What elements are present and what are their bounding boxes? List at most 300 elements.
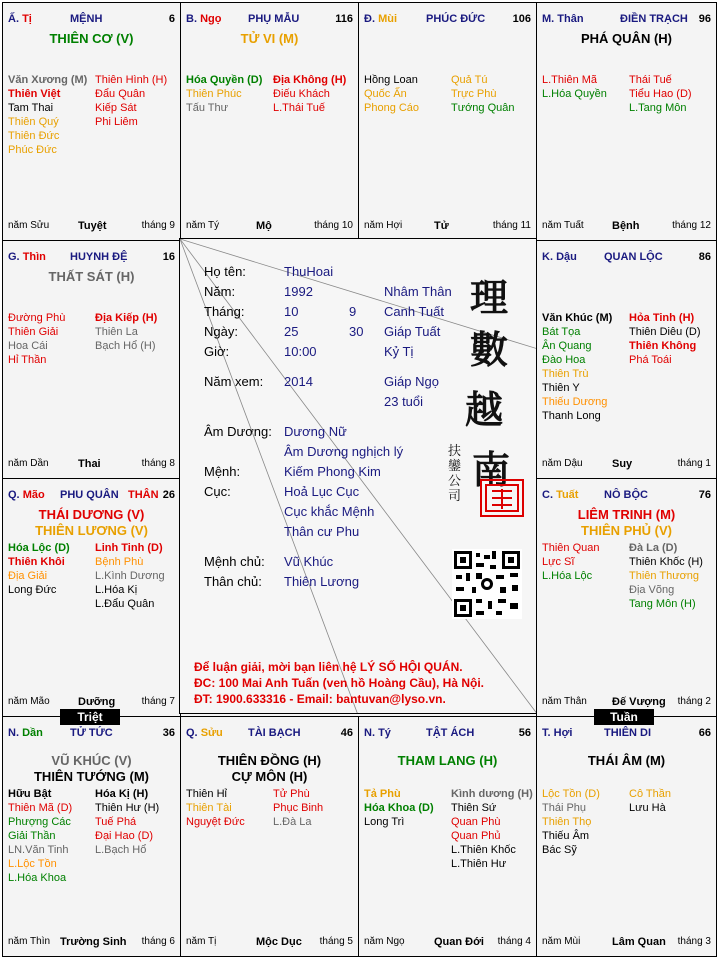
minor-star: L.Kình Dương (95, 570, 165, 582)
branch-name: Hợi (553, 727, 573, 739)
day-can-chi: Giáp Tuất (384, 324, 441, 339)
minor-star: L.Thiên Hư (451, 858, 507, 870)
branch-name: Mùi (378, 13, 398, 25)
minor-star: Hữu Bật (8, 788, 52, 800)
decade-number: 66 (698, 727, 711, 739)
minor-star: Nguyệt Đức (186, 816, 245, 828)
minor-star: Bệnh Phù (95, 556, 144, 568)
minor-star: Thanh Long (542, 410, 601, 422)
month-can-chi: Canh Tuất (384, 304, 444, 319)
minor-star: Đường Phù (8, 312, 66, 324)
minor-star: L.Hóa Khoa (8, 872, 67, 884)
palace-header (364, 13, 531, 27)
cuc-label: Cục: (204, 484, 231, 499)
palace-branch (364, 727, 391, 739)
month-number: tháng 10 (314, 220, 353, 231)
minor-star: Đại Hao (D) (95, 830, 154, 842)
year-branch: năm Tý (186, 220, 220, 231)
minor-star: L.Thiên Mã (542, 74, 598, 86)
day-lunar: 30 (349, 324, 364, 339)
minor-star: L.Tang Môn (629, 102, 687, 114)
palace-footer (8, 220, 175, 232)
minor-star: Thiên Quý (8, 116, 59, 128)
minor-star: Thiếu Âm (542, 830, 590, 842)
minor-star: Thiên Tài (186, 802, 232, 814)
palace-name: ĐIỀN TRẠCH (620, 13, 688, 25)
branch-element: T. (542, 727, 551, 739)
palace-branch (542, 489, 578, 501)
minor-star: L.Thiên Khốc (451, 844, 516, 856)
view-year-value: 2014 (284, 374, 313, 389)
name-value: ThuHoai (284, 264, 334, 279)
minor-star: Điếu Khách (273, 88, 330, 100)
palace-footer (8, 696, 175, 708)
minor-stars-left (364, 787, 434, 829)
month-number: tháng 2 (677, 696, 711, 707)
menh-chu-label: Mệnh chủ: (204, 554, 265, 569)
branch-element: B. (186, 13, 197, 25)
life-stage: Tuyệt (78, 220, 107, 232)
month-number: tháng 12 (672, 220, 711, 231)
minor-star: Thiên Thọ (542, 816, 592, 828)
minor-star: Hỉ Thần (8, 354, 47, 366)
branch-element: C. (542, 489, 553, 501)
year-branch: năm Tuất (542, 220, 584, 231)
decade-number: 56 (518, 727, 531, 739)
minor-star: Thiên Hình (H) (95, 74, 168, 86)
minor-star: L.Hóa Quyền (542, 88, 607, 100)
month-number: tháng 9 (141, 220, 175, 231)
palace-ty[interactable] (2, 2, 181, 241)
minor-star: L.Đẩu Quân (95, 598, 155, 610)
life-stage: Thai (78, 458, 101, 470)
palace-footer (186, 220, 353, 232)
main-star: THẤT SÁT (H) (48, 269, 135, 284)
minor-star: Phong Cáo (364, 102, 420, 114)
minor-star: Đà La (D) (629, 542, 678, 554)
month-lunar: 9 (349, 304, 357, 319)
minor-stars-right (451, 787, 533, 871)
minor-stars-right (273, 787, 323, 829)
minor-star: Long Đức (8, 584, 57, 596)
minor-star: Lực Sĩ (542, 556, 575, 568)
minor-stars-left (542, 541, 599, 583)
minor-star: Địa Không (H) (273, 74, 347, 86)
decade-number: 36 (162, 727, 175, 739)
palace-than[interactable] (536, 2, 717, 241)
minor-star: Thiên Phúc (186, 88, 242, 100)
branch-element: N. (8, 727, 19, 739)
center-info-panel (179, 238, 537, 714)
minor-star: L.Thái Tuế (273, 102, 325, 114)
minor-star: Tang Môn (H) (629, 598, 696, 610)
minor-star: L.Hóa Kị (95, 584, 138, 596)
life-stage: Lâm Quan (612, 936, 666, 948)
palace-name: PHỤ MẪU (248, 13, 300, 25)
minor-stars-right (95, 311, 157, 353)
menh-label: Mệnh: (204, 464, 241, 479)
month-number: tháng 8 (141, 458, 175, 469)
main-star: THÁI ÂM (M) (587, 753, 666, 768)
minor-star: Phi Liêm (95, 116, 138, 128)
main-star: THÁI DƯƠNG (V) (38, 507, 145, 522)
palace-ngo[interactable] (180, 2, 359, 241)
year-branch: năm Tị (186, 936, 217, 947)
minor-star: Hóa Kị (H) (95, 788, 149, 800)
minor-star: Thái Phụ (542, 802, 587, 814)
branch-name: Dần (22, 727, 43, 739)
palace-name: NÔ BỘC (604, 489, 648, 501)
year-branch: năm Dậu (542, 458, 583, 469)
am-duong-relation: Âm Dương nghịch lý (284, 444, 404, 459)
palace-footer (542, 220, 711, 232)
month-number: tháng 11 (492, 220, 531, 231)
minor-star: Thiên Trù (542, 368, 589, 380)
minor-star: L.Hóa Lộc (542, 570, 593, 582)
branch-name: Mão (22, 489, 45, 501)
minor-star: Tấu Thư (186, 102, 229, 114)
palace-mao[interactable] (2, 478, 181, 717)
year-branch: năm Mùi (542, 936, 581, 947)
minor-stars-left (542, 311, 612, 423)
view-year-label: Năm xem: (204, 374, 264, 389)
minor-star: Bạch Hổ (H) (95, 340, 156, 352)
minor-star: Thiên Không (629, 340, 697, 352)
contact-line-3: ĐT: 1900.633316 - Email: bantuvan@lyso.vn. (194, 692, 446, 706)
minor-stars-left (542, 787, 600, 857)
year-value: 1992 (284, 284, 313, 299)
palace-suu[interactable] (180, 716, 359, 957)
minor-stars-right (629, 311, 701, 367)
palace-branch (186, 13, 221, 25)
minor-star: Thiên Diêu (D) (629, 326, 701, 338)
minor-stars-left (186, 787, 245, 829)
minor-star: Thiên Khốc (H) (629, 556, 703, 568)
minor-star: Thái Tuế (629, 74, 672, 86)
year-branch: năm Sửu (8, 220, 50, 231)
minor-star: Kiếp Sát (95, 102, 137, 114)
hour-value: 10:00 (284, 344, 317, 359)
minor-stars-left (8, 541, 70, 597)
minor-star: Quan Phù (451, 816, 501, 828)
minor-star: Phục Binh (273, 802, 324, 814)
minor-star: Hóa Quyền (D) (186, 74, 263, 86)
palace-branch (186, 727, 223, 739)
decade-number: 16 (162, 251, 175, 263)
life-stage: Mộ (256, 220, 272, 232)
palace-name: PHU QUÂN (60, 489, 119, 501)
month-number: tháng 3 (677, 936, 711, 947)
qr-code[interactable] (452, 549, 522, 619)
branch-element: Q. (8, 489, 20, 501)
red-seal-stamp (480, 479, 524, 517)
minor-star: Cô Thần (629, 788, 671, 800)
palace-header (8, 251, 175, 265)
minor-star: Hóa Khoa (D) (364, 802, 434, 814)
decade-number: 106 (512, 13, 531, 25)
decade-number: 76 (698, 489, 711, 501)
palace-branch (8, 13, 32, 25)
minor-star: Địa Võng (629, 584, 675, 596)
minor-star: Đào Hoa (542, 354, 586, 366)
palace-footer (542, 458, 711, 470)
minor-star: Lộc Tồn (D) (542, 788, 600, 800)
life-stage: Tử (434, 220, 449, 232)
am-duong-value: Dương Nữ (284, 424, 347, 439)
minor-star: Thiên Giải (8, 326, 59, 338)
branch-element: N. (364, 727, 375, 739)
minor-stars-right (95, 73, 167, 129)
palace-mui[interactable] (358, 2, 537, 241)
minor-stars-left (8, 311, 65, 367)
palace-thin[interactable] (2, 240, 181, 479)
year-label: Năm: (204, 284, 236, 299)
palace-header (8, 727, 175, 741)
minor-stars-right (451, 73, 515, 115)
contact-line-1: Để luận giải, mời bạn liên hệ LÝ SỐ HỘI QUÁN. (194, 660, 463, 674)
minor-star: Trực Phù (451, 88, 497, 100)
minor-star: Thiên Thương (629, 570, 700, 582)
main-star: LIÊM TRINH (M) (577, 507, 676, 522)
minor-star: Quả Tú (451, 74, 488, 86)
minor-star: Bác Sỹ (542, 844, 577, 856)
minor-star: Phúc Đức (8, 144, 57, 156)
view-year-can-chi: Giáp Ngọ (384, 374, 439, 389)
palace-header (8, 13, 175, 27)
minor-star: Tướng Quân (451, 102, 515, 114)
life-stage: Mộc Dục (256, 936, 302, 948)
main-star: THIÊN PHỦ (V) (581, 523, 672, 538)
minor-star: L.Bạch Hổ (95, 844, 147, 856)
month-number: tháng 5 (319, 936, 353, 947)
minor-star: Địa Kiếp (H) (95, 312, 158, 324)
minor-stars-right (95, 541, 165, 611)
age-value: 23 tuổi (384, 394, 424, 409)
main-star: VŨ KHÚC (V) (51, 753, 132, 768)
minor-star: Văn Xương (M) (8, 74, 88, 86)
cuc-value: Hoả Lục Cục (284, 484, 360, 499)
decade-number: 26 (162, 489, 175, 501)
palace-footer (364, 220, 531, 232)
menh-value: Kiếm Phong Kim (284, 464, 381, 479)
minor-star: LN.Văn Tinh (8, 844, 69, 856)
decade-number: 96 (698, 13, 711, 25)
palace-name: PHÚC ĐỨC (426, 13, 486, 25)
palace-footer (542, 936, 711, 948)
minor-star: Thiên Sứ (451, 802, 497, 814)
branch-name: Ngọ (200, 13, 222, 25)
minor-stars-left (186, 73, 262, 115)
minor-star: Hỏa Tinh (H) (629, 312, 695, 324)
palace-footer (8, 458, 175, 470)
branch-element: G. (8, 251, 20, 263)
minor-star: Địa Giải (8, 570, 48, 582)
day-value: 25 (284, 324, 299, 339)
minor-star: Tiểu Hao (D) (629, 88, 692, 100)
branch-name: Dậu (556, 251, 577, 263)
minor-stars-right (629, 541, 703, 611)
minor-star: L.Lộc Tồn (8, 858, 57, 870)
palace-branch (8, 251, 46, 263)
minor-stars-right (629, 73, 692, 115)
palace-branch (8, 727, 43, 739)
minor-star: Thiên Hư (H) (95, 802, 160, 814)
main-star: THIÊN ĐỒNG (H) (217, 753, 322, 768)
month-number: tháng 7 (141, 696, 175, 707)
minor-star: Văn Khúc (M) (542, 312, 613, 324)
palace-hoi[interactable] (536, 716, 717, 957)
palace-ti[interactable] (358, 716, 537, 957)
main-star: THAM LANG (H) (397, 753, 498, 768)
palace-header (542, 489, 711, 503)
branch-element: Q. (186, 727, 198, 739)
decade-number: 116 (335, 13, 353, 25)
minor-stars-left (8, 73, 87, 157)
minor-star: L.Đà La (273, 816, 312, 828)
minor-star: Thiếu Dương (542, 396, 608, 408)
minor-stars-right (629, 787, 671, 815)
year-branch: năm Hợi (364, 220, 403, 231)
minor-stars-left (364, 73, 419, 115)
triet-marker: Triệt (60, 709, 120, 725)
minor-star: Quan Phủ (451, 830, 501, 842)
palace-header (186, 13, 353, 27)
main-star: CỰ MÔN (H) (231, 769, 308, 784)
year-branch: năm Ngọ (364, 936, 405, 947)
minor-star: Đẩu Quân (95, 88, 146, 100)
minor-star: Tả Phù (364, 788, 401, 800)
minor-star: Thiên Quan (542, 542, 600, 554)
menh-chu-value: Vũ Khúc (284, 554, 334, 569)
main-star: THIÊN LƯƠNG (V) (35, 523, 148, 538)
contact-line-2: ĐC: 100 Mai Anh Tuấn (ven hồ Hoàng Cầu), Hà Nội. (194, 676, 485, 690)
palace-name: HUYNH ĐỆ (70, 251, 128, 263)
calligraphy-char-3: 越 (465, 387, 504, 432)
palace-tuat[interactable] (536, 478, 717, 717)
tuan-marker: Tuần (594, 709, 654, 725)
year-branch: năm Thân (542, 696, 587, 707)
minor-stars-left (8, 787, 72, 885)
decade-number: 86 (698, 251, 711, 263)
minor-star: Phá Toái (629, 354, 672, 366)
hour-label: Giờ: (204, 344, 230, 359)
branch-name: Tị (22, 13, 32, 25)
minor-star: Linh Tinh (D) (95, 542, 163, 554)
minor-star: Hoa Cái (8, 340, 48, 352)
minor-star: Ân Quang (542, 340, 592, 352)
name-label: Họ tên: (204, 264, 246, 279)
year-branch: năm Mão (8, 696, 50, 707)
palace-header (8, 489, 175, 503)
calligraphy-char-1: 理 (470, 275, 509, 320)
life-stage: Bệnh (612, 220, 640, 232)
cuc-relation: Cục khắc Mệnh (284, 504, 375, 519)
palace-header (364, 727, 531, 741)
branch-element: Ấ. (8, 13, 19, 25)
minor-star: Kình dương (H) (451, 788, 533, 800)
palace-name: TÀI BẠCH (248, 727, 301, 739)
palace-header (542, 13, 711, 27)
branch-name: Thân (557, 13, 584, 25)
year-can-chi: Nhâm Thân (384, 284, 452, 299)
palace-branch (364, 13, 397, 25)
branch-name: Tý (378, 727, 391, 739)
minor-star: Hồng Loan (364, 74, 418, 86)
am-duong-label: Âm Dương: (204, 424, 272, 439)
palace-name: TỬ TỨC (70, 727, 113, 739)
palace-header (186, 727, 353, 741)
palace-name: MỆNH (70, 13, 103, 25)
minor-star: Thiên Việt (8, 88, 61, 100)
minor-stars-right (273, 73, 346, 115)
hour-can-chi: Kỷ Tị (384, 344, 414, 359)
body-palace-marker: THÂN (128, 489, 159, 501)
minor-star: Thiên Mã (D) (8, 802, 73, 814)
day-label: Ngày: (204, 324, 238, 339)
main-star: TỬ VI (M) (240, 31, 299, 46)
year-branch: năm Dần (8, 458, 49, 469)
month-label: Tháng: (204, 304, 245, 319)
minor-stars-right (95, 787, 159, 857)
minor-star: Tuế Phá (95, 816, 137, 828)
branch-element: K. (542, 251, 553, 263)
life-stage: Suy (612, 458, 633, 470)
palace-branch (542, 727, 572, 739)
than-chu-value: Thiên Lương (284, 574, 360, 589)
main-star: THIÊN CƠ (V) (49, 31, 134, 46)
decade-number: 6 (168, 13, 175, 25)
minor-star: Phượng Các (8, 816, 71, 828)
seal-side-text: 扶鑾公司 (448, 444, 462, 504)
minor-star: Tam Thai (8, 102, 54, 114)
minor-star: Thiên Khôi (8, 556, 65, 568)
life-stage: Đế Vượng (612, 696, 666, 708)
main-star: THIÊN TƯỚNG (M) (33, 769, 150, 784)
palace-branch (542, 251, 577, 263)
palace-name: QUAN LỘC (604, 251, 663, 263)
minor-star: Thiên La (95, 326, 138, 338)
palace-dau[interactable] (536, 240, 717, 479)
palace-dan[interactable] (2, 716, 181, 957)
palace-branch (542, 13, 584, 25)
minor-stars-left (542, 73, 607, 101)
branch-element: Đ. (364, 13, 375, 25)
month-number: tháng 6 (141, 936, 175, 947)
month-value: 10 (284, 304, 299, 319)
minor-star: Thiên Y (542, 382, 580, 394)
than-cu: Thân cư Phu (284, 524, 360, 539)
calligraphy-char-4: 南 (472, 447, 511, 492)
year-branch: năm Thìn (8, 936, 51, 947)
palace-footer (364, 936, 531, 948)
branch-name: Sửu (200, 727, 223, 739)
minor-star: Hóa Lộc (D) (8, 542, 70, 554)
life-stage: Dưỡng (78, 696, 116, 708)
palace-footer (8, 936, 175, 948)
calligraphy-char-2: 數 (470, 327, 509, 372)
palace-branch (8, 489, 45, 501)
minor-star: Tử Phù (273, 788, 310, 800)
minor-star: Giải Thần (8, 830, 56, 842)
palace-name: TẬT ÁCH (426, 727, 475, 739)
palace-footer (542, 696, 711, 708)
than-chu-label: Thân chủ: (204, 574, 262, 589)
palace-name: THIÊN DI (604, 727, 652, 739)
main-star: PHÁ QUÂN (H) (581, 31, 672, 46)
branch-element: M. (542, 13, 555, 25)
palace-header (542, 251, 711, 265)
branch-name: Tuất (556, 489, 579, 501)
